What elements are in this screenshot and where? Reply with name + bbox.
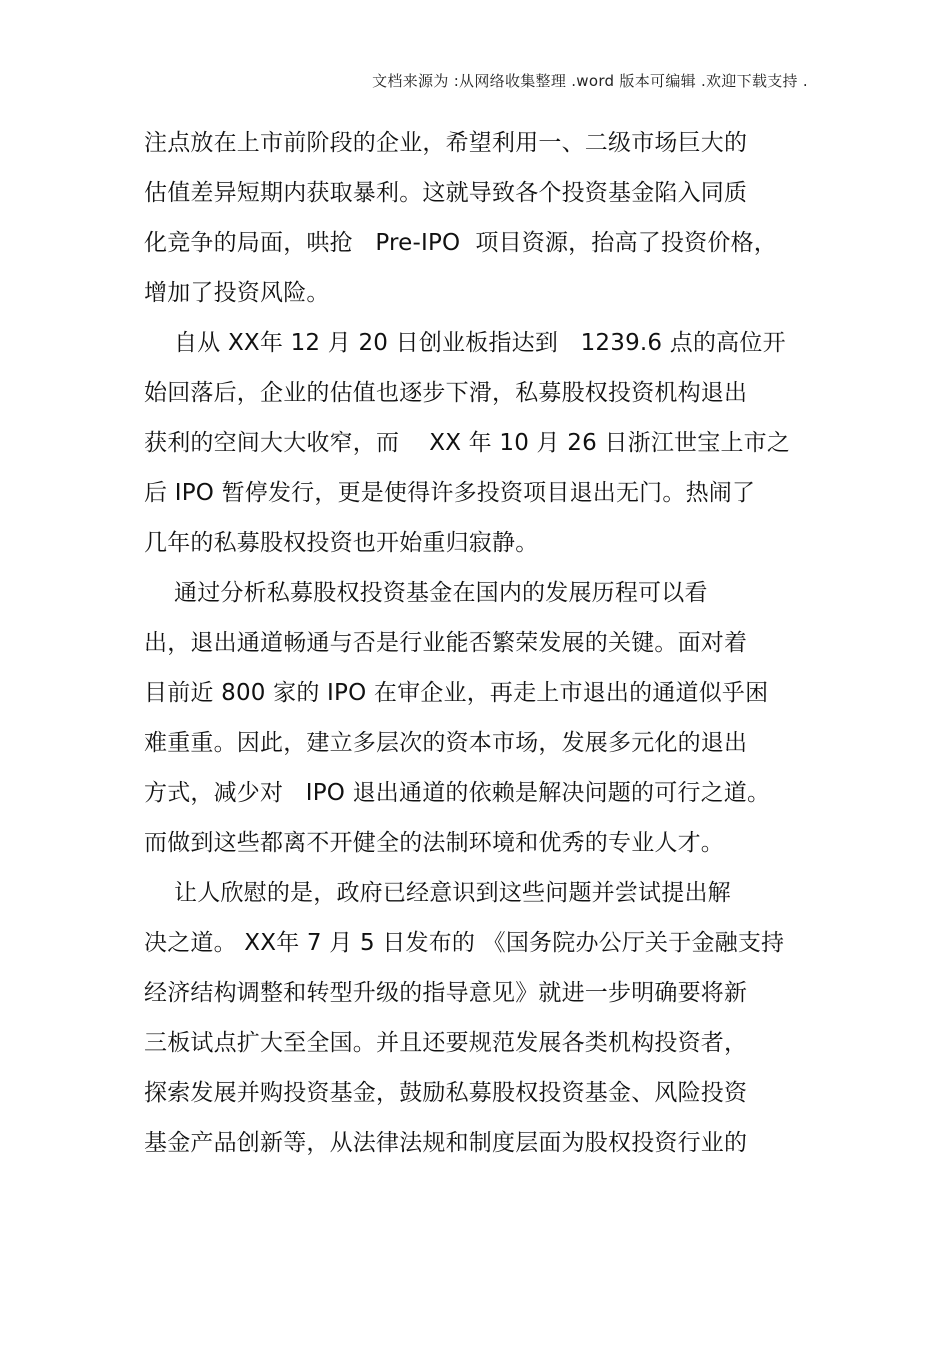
paragraph	[144, 568, 834, 868]
text-line: 经济结构调整和转型升级的指导意见》就进一步明确要将新	[144, 980, 748, 1006]
text-line: 基金产品创新等，从法律法规和制度层面为股权投资行业的	[144, 1130, 748, 1156]
paragraph	[144, 318, 834, 568]
document-body	[144, 118, 834, 1168]
text-line: 通过分析私募股权投资基金在国内的发展历程可以看	[144, 580, 708, 606]
text-line: 让人欣慰的是，政府已经意识到这些问题并尝试提出解	[144, 880, 731, 906]
text-line: 自从 XX年 12 月 20 日创业板指达到 1239.6 点的高位开	[144, 330, 786, 356]
text-line: 估值差异短期内获取暴利。这就导致各个投资基金陷入同质	[144, 180, 748, 206]
page-header: 文档来源为 :从网络收集整理 .word 版本可编辑 .欢迎下载支持 .	[372, 72, 808, 90]
paragraph	[144, 868, 834, 1168]
paragraph	[144, 118, 834, 318]
text-line: 获利的空间大大收窄，而 XX 年 10 月 26 日浙江世宝上市之	[144, 430, 791, 456]
text-line: 目前近 800 家的 IPO 在审企业，再走上市退出的通道似乎困	[144, 680, 769, 706]
text-line: 出，退出通道畅通与否是行业能否繁荣发展的关键。面对着	[144, 630, 748, 656]
text-line: 决之道。 XX年 7 月 5 日发布的 《国务院办公厅关于金融支持	[144, 930, 785, 956]
text-line: 注点放在上市前阶段的企业，希望利用一、二级市场巨大的	[144, 130, 748, 156]
text-line: 探索发展并购投资基金，鼓励私募股权投资基金、风险投资	[144, 1080, 748, 1106]
text-line: 增加了投资风险。	[144, 280, 330, 306]
text-line: 几年的私募股权投资也开始重归寂静。	[144, 530, 539, 556]
text-line: 难重重。因此，建立多层次的资本市场，发展多元化的退出	[144, 730, 748, 756]
text-line: 化竞争的局面，哄抢 Pre-IPO 项目资源，抬高了投资价格，	[144, 230, 777, 256]
text-line: 三板试点扩大至全国。并且还要规范发展各类机构投资者，	[144, 1030, 748, 1056]
text-line: 后 IPO 暂停发行，更是使得许多投资项目退出无门。热闹了	[144, 480, 756, 506]
text-line: 始回落后，企业的估值也逐步下滑，私募股权投资机构退出	[144, 380, 748, 406]
text-line: 方式，减少对 IPO 退出通道的依赖是解决问题的可行之道。	[144, 780, 771, 806]
text-line: 而做到这些都离不开健全的法制环境和优秀的专业人才。	[144, 830, 724, 856]
